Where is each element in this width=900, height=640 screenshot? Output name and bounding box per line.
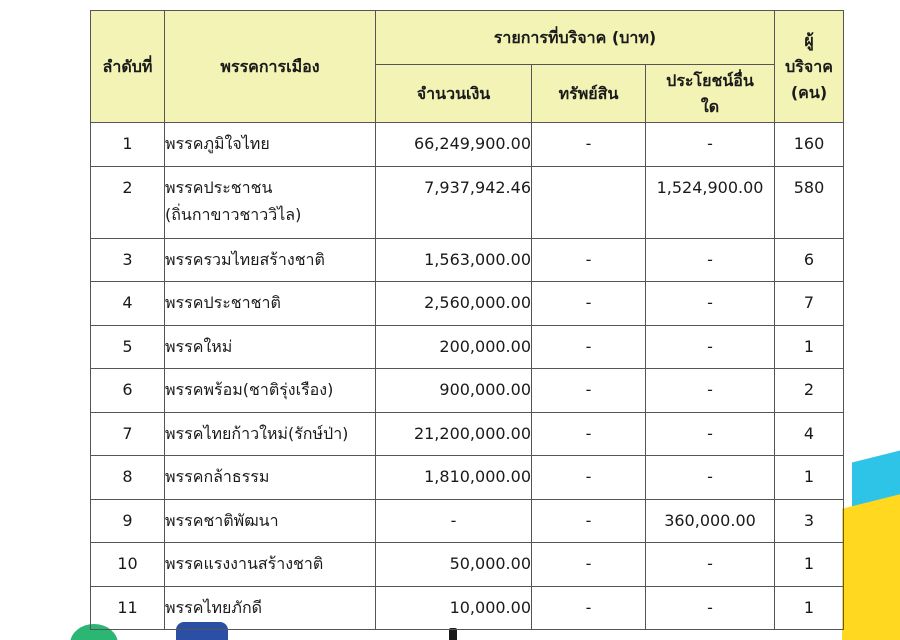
assets-value: - — [532, 456, 646, 500]
table-header — [91, 11, 844, 123]
table-row — [91, 586, 844, 630]
row-number: 11 — [91, 586, 165, 630]
cash-amount: 7,937,942.46 — [376, 166, 532, 238]
table-row — [91, 456, 844, 500]
table-body — [91, 123, 844, 630]
party-name: พรรคใหม่ — [165, 325, 376, 369]
row-number: 7 — [91, 412, 165, 456]
header-other — [646, 65, 775, 123]
assets-value: - — [532, 412, 646, 456]
other-benefit-value: - — [646, 238, 775, 282]
assets-value: - — [532, 238, 646, 282]
assets-value: - — [532, 543, 646, 587]
donor-count: 1 — [775, 325, 844, 369]
header-donation-group: รายการที่บริจาค (บาท) — [376, 11, 775, 65]
assets-value: - — [532, 499, 646, 543]
assets-value: - — [532, 325, 646, 369]
row-number: 3 — [91, 238, 165, 282]
table-row — [91, 499, 844, 543]
assets-value — [532, 166, 646, 238]
other-benefit-value: - — [646, 123, 775, 167]
party-name: พรรคไทยภักดี — [165, 586, 376, 630]
party-name: พรรคไทยก้าวใหม่(รักษ์ป่า) — [165, 412, 376, 456]
header-number: ลำดับที่ — [91, 11, 165, 123]
header-donors — [775, 11, 844, 123]
donor-count: 1 — [775, 456, 844, 500]
row-number: 8 — [91, 456, 165, 500]
donor-count: 3 — [775, 499, 844, 543]
header-donors-line3: (คน) — [790, 82, 828, 102]
donor-count: 1 — [775, 543, 844, 587]
cash-amount: 50,000.00 — [376, 543, 532, 587]
party-name: พรรครวมไทยสร้างชาติ — [165, 238, 376, 282]
table-row — [91, 123, 844, 167]
assets-value: - — [532, 282, 646, 326]
header-other-line1: ประโยชน์อื่น — [666, 70, 754, 90]
party-name-line1: พรรคประชาชน — [165, 177, 273, 197]
header-donors-line2: บริจาค — [785, 56, 833, 76]
row-number: 9 — [91, 499, 165, 543]
donor-count: 160 — [775, 123, 844, 167]
other-benefit-value: - — [646, 456, 775, 500]
other-benefit-value: - — [646, 282, 775, 326]
header-donors-line1: ผู้ — [804, 30, 814, 50]
row-number: 1 — [91, 123, 165, 167]
table-row — [91, 166, 844, 238]
party-name: พรรคประชาชาติ — [165, 282, 376, 326]
row-number: 4 — [91, 282, 165, 326]
row-number: 5 — [91, 325, 165, 369]
cash-amount: 1,563,000.00 — [376, 238, 532, 282]
party-name: พรรคแรงงานสร้างชาติ — [165, 543, 376, 587]
header-party: พรรคการเมือง — [165, 11, 376, 123]
cash-amount: 21,200,000.00 — [376, 412, 532, 456]
cash-amount: 200,000.00 — [376, 325, 532, 369]
other-benefit-value: - — [646, 586, 775, 630]
assets-value: - — [532, 369, 646, 413]
party-name: พรรคกล้าธรรม — [165, 456, 376, 500]
table-row — [91, 369, 844, 413]
decorative-yellow-stripe — [842, 491, 900, 640]
table-row — [91, 238, 844, 282]
other-benefit-value: 360,000.00 — [646, 499, 775, 543]
cash-amount: 2,560,000.00 — [376, 282, 532, 326]
donation-table — [90, 10, 844, 630]
party-name: พรรคชาติพัฒนา — [165, 499, 376, 543]
other-benefit-value: - — [646, 543, 775, 587]
cash-amount: 1,810,000.00 — [376, 456, 532, 500]
donor-count: 7 — [775, 282, 844, 326]
assets-value: - — [532, 586, 646, 630]
party-name: พรรคพร้อม(ชาติรุ่งเรือง) — [165, 369, 376, 413]
header-assets: ทรัพย์สิน — [532, 65, 646, 123]
header-other-line2: ใด — [700, 96, 720, 116]
party-name — [165, 166, 376, 238]
party-name-line2: (ถิ่นกาขาวชาววิไล) — [165, 204, 302, 224]
table-row — [91, 325, 844, 369]
other-benefit-value: 1,524,900.00 — [646, 166, 775, 238]
party-name: พรรคภูมิใจไทย — [165, 123, 376, 167]
table-row — [91, 543, 844, 587]
row-number: 2 — [91, 166, 165, 238]
donor-count: 6 — [775, 238, 844, 282]
other-benefit-value: - — [646, 412, 775, 456]
table-row — [91, 282, 844, 326]
table-row — [91, 412, 844, 456]
row-number: 10 — [91, 543, 165, 587]
donor-count: 1 — [775, 586, 844, 630]
cash-amount: 900,000.00 — [376, 369, 532, 413]
donor-count: 2 — [775, 369, 844, 413]
header-cash: จำนวนเงิน — [376, 65, 532, 123]
cash-amount: 10,000.00 — [376, 586, 532, 630]
other-benefit-value: - — [646, 325, 775, 369]
cash-amount: - — [376, 499, 532, 543]
assets-value: - — [532, 123, 646, 167]
row-number: 6 — [91, 369, 165, 413]
other-benefit-value: - — [646, 369, 775, 413]
cash-amount: 66,249,900.00 — [376, 123, 532, 167]
donor-count: 4 — [775, 412, 844, 456]
donor-count: 580 — [775, 166, 844, 238]
